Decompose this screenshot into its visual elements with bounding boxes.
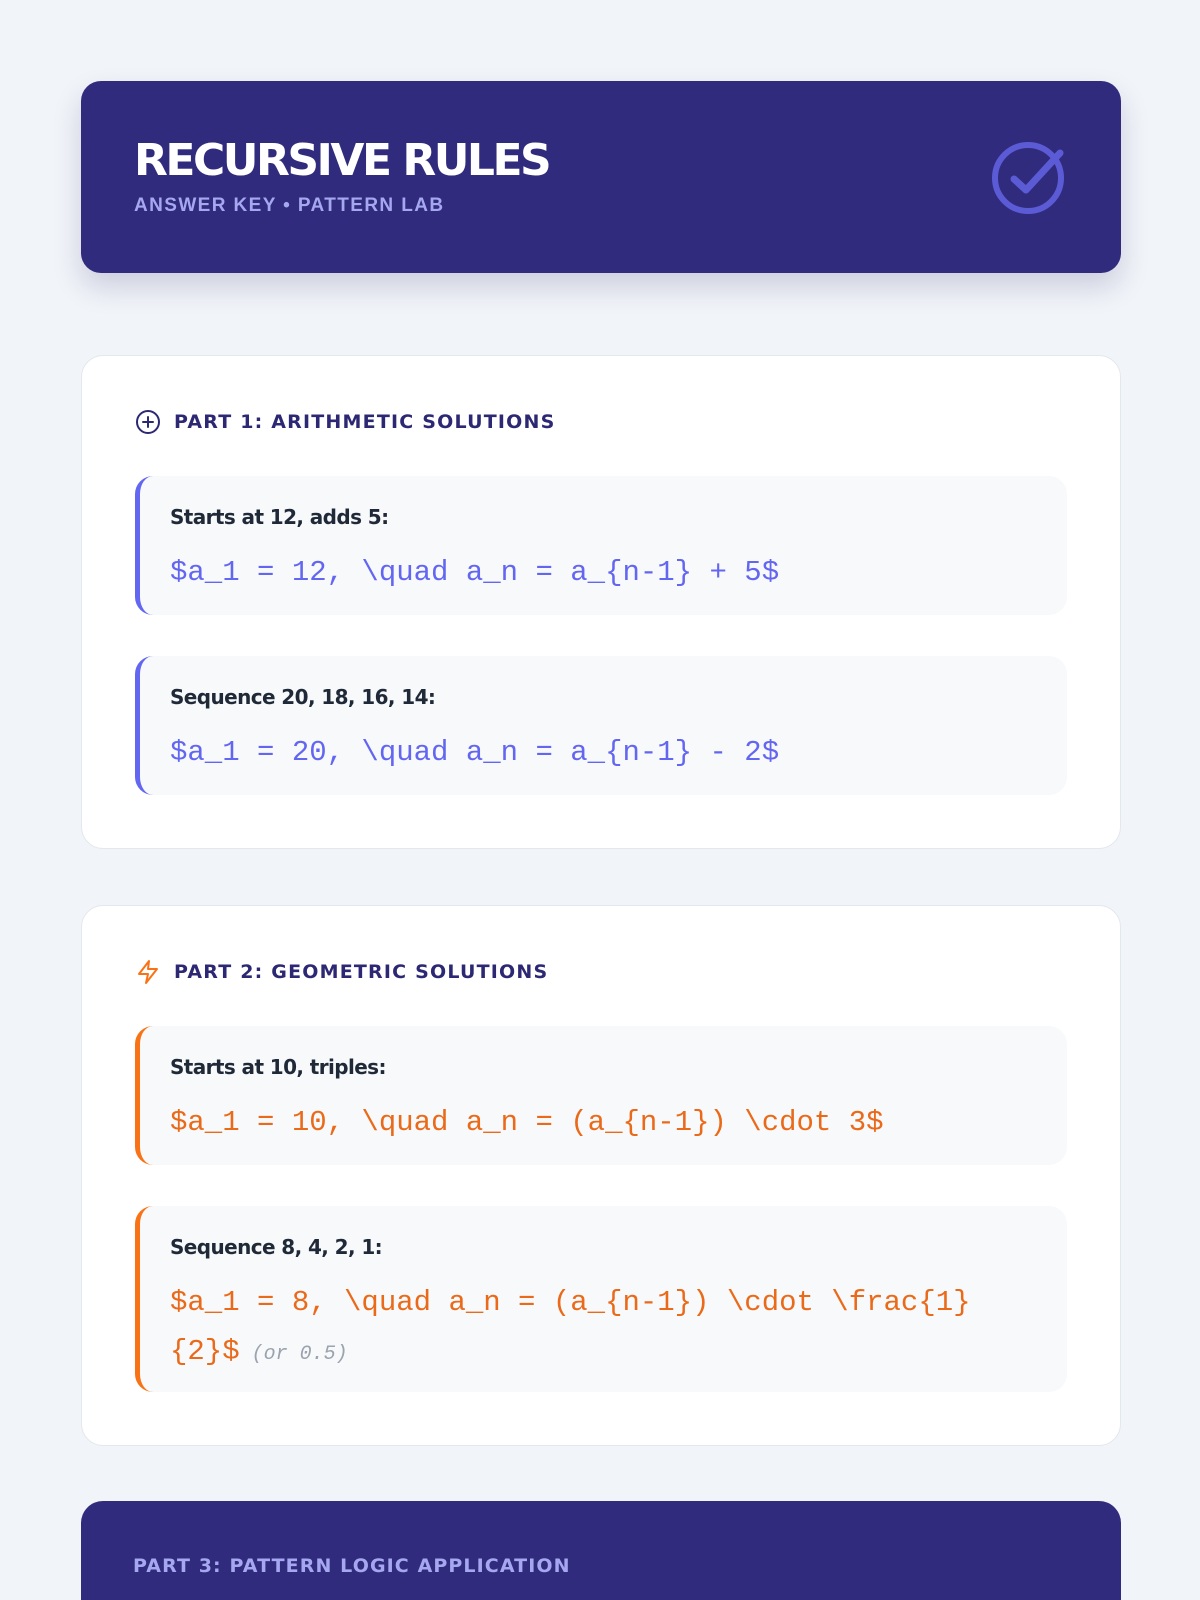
item-formula: $a_1 = 20, \quad a_n = a_{n-1} - 2$ (170, 736, 780, 769)
item-formula: $a_1 = 10, \quad a_n = (a_{n-1}) \cdot 3$ (170, 1106, 884, 1139)
part3-title: PART 3: PATTERN LOGIC APPLICATION (133, 1555, 571, 1577)
list-item (135, 656, 1067, 795)
check-circle-icon (986, 135, 1072, 221)
page-subtitle: ANSWER KEY • PATTERN LAB (134, 195, 445, 216)
item-label: Starts at 10, triples: (170, 1055, 386, 1079)
part1-header (135, 409, 555, 435)
item-label: Sequence 20, 18, 16, 14: (170, 685, 436, 709)
list-item (135, 1026, 1067, 1165)
plus-circle-icon (135, 409, 161, 435)
item-formula: $a_1 = 12, \quad a_n = a_{n-1} + 5$ (170, 556, 780, 589)
part1-card (81, 355, 1121, 849)
part2-title: PART 2: GEOMETRIC SOLUTIONS (174, 961, 549, 983)
list-item (135, 1206, 1067, 1392)
header-banner (81, 81, 1121, 273)
lightning-icon (135, 959, 161, 985)
formula-note: (or 0.5) (251, 1343, 348, 1366)
part3-banner (81, 1501, 1121, 1600)
part2-header (135, 959, 548, 985)
item-label: Sequence 8, 4, 2, 1: (170, 1235, 383, 1259)
page-title: RECURSIVE RULES (134, 135, 550, 186)
item-formula (170, 1278, 1050, 1379)
item-label: Starts at 12, adds 5: (170, 505, 389, 529)
part1-title: PART 1: ARITHMETIC SOLUTIONS (174, 411, 556, 433)
list-item (135, 476, 1067, 615)
formula-text: $a_1 = 8, \quad a_n = (a_{n-1}) \cdot \frac{1}{2}$ (170, 1286, 971, 1368)
part2-card (81, 905, 1121, 1446)
